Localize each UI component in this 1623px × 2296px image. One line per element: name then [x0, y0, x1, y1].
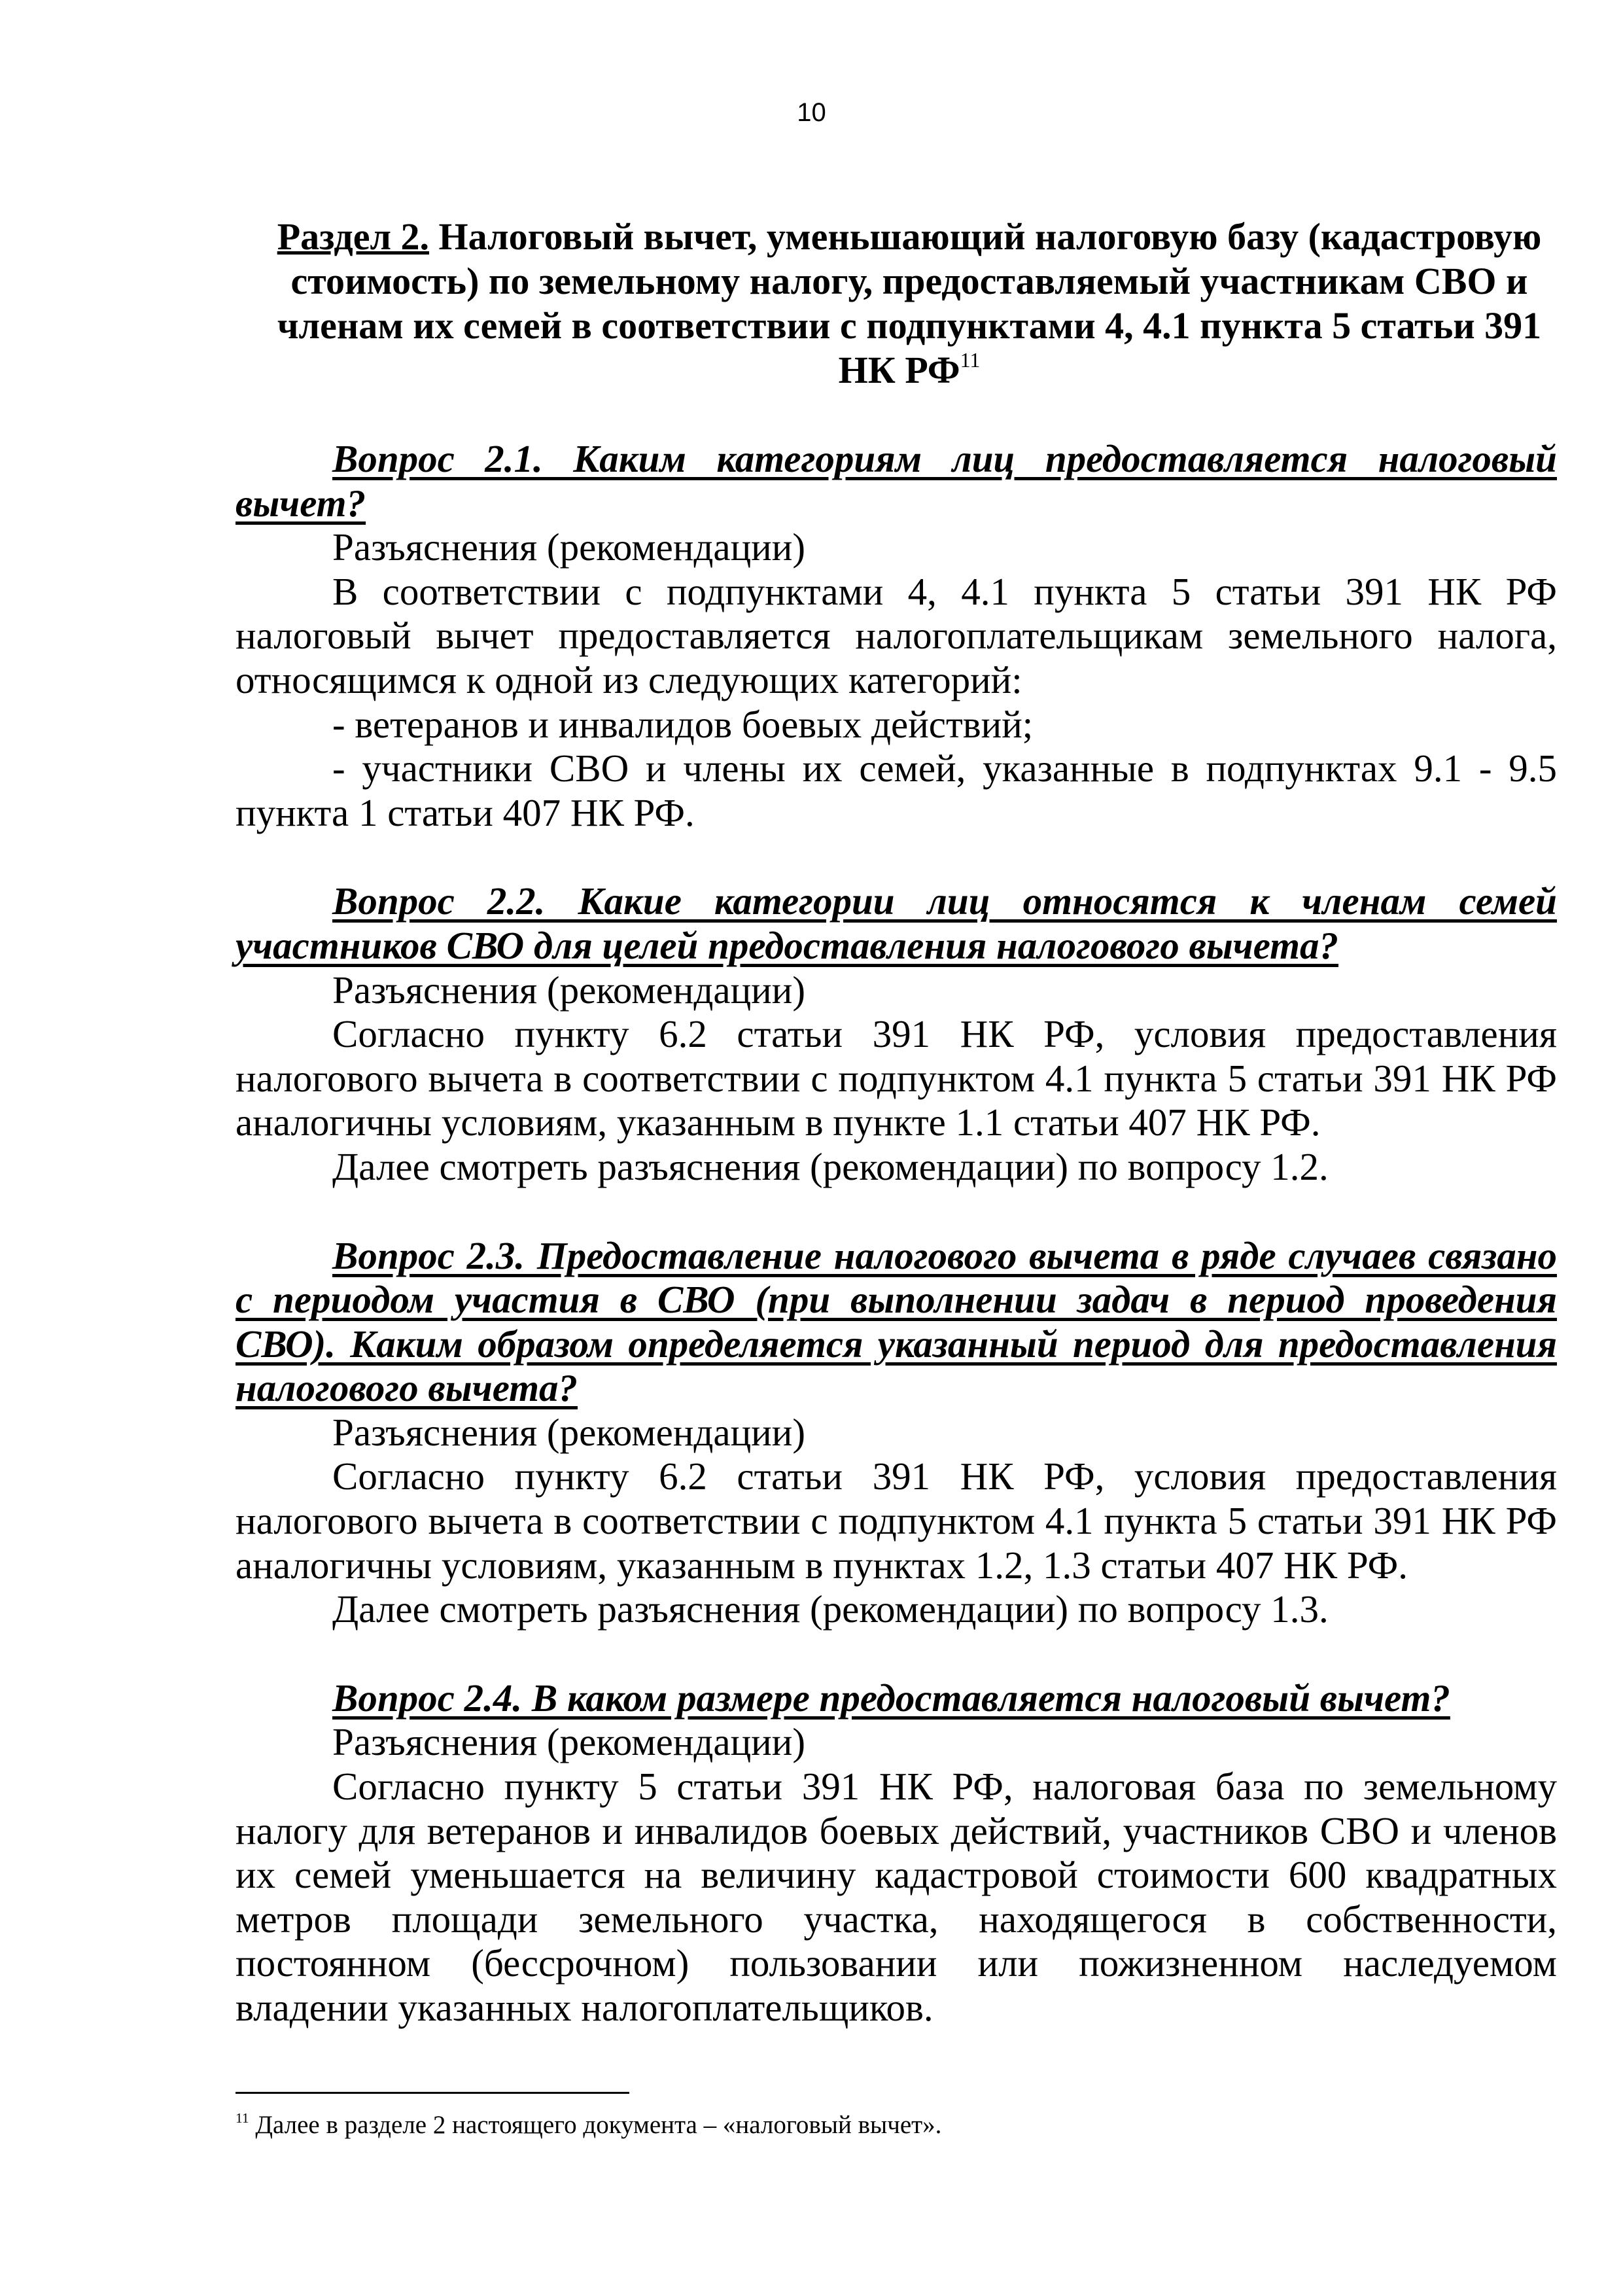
answer-paragraph: - ветеранов и инвалидов боевых действий; [332, 702, 1034, 746]
answer-paragraph: Согласно пункту 6.2 статьи 391 НК РФ, условия предоставления налогового вычета в соответствии с подпунктом 4.1 пункта 5 статьи 391 НК РФ аналогичны условиям, указанным в пункте 1.1 статьи 407 НК РФ. [236, 1012, 1557, 1144]
answer-paragraph: Далее смотреть разъяснения (рекомендации) по вопросу 1.2. [332, 1144, 1329, 1188]
question-title: Вопрос 2.3. Предоставление налогового вычета в ряде случаев связано с периодом участия в СВО (при выполнении задач в период проведения СВО). Каким образом определяется указанный период для предоставления налогового вычета? [236, 1233, 1557, 1410]
answer-paragraph: Далее смотреть разъяснения (рекомендации) по вопросу 1.3. [332, 1587, 1329, 1631]
footnote-text: Далее в разделе 2 настоящего документа – «налоговый вычет». [249, 2111, 942, 2139]
footnote-ref[interactable]: 11 [960, 349, 981, 372]
answer-label: Разъяснения (рекомендации) [332, 525, 805, 569]
answer-paragraph: Согласно пункту 5 статьи 391 НК РФ, налоговая база по земельному налогу для ветеранов и инвалидов боевых действий, участников СВО и членов их семей уменьшается на величину кадастровой стоимости 600 квадратных метров площади земельного участка, находящегося в собственности, постоянном (бессрочном) пользовании или пожизненном наследуемом владении указанных налогоплательщиков. [236, 1765, 1557, 2029]
question-title: Вопрос 2.4. В каком размере предоставляется налоговый вычет? [332, 1676, 1450, 1720]
document-body [236, 215, 1557, 2030]
footnote-number: 11 [236, 2110, 249, 2126]
footnote [236, 2110, 941, 2140]
footnote-separator [236, 2092, 629, 2094]
question-title: Вопрос 2.2. Какие категории лиц относятся к членам семей участников СВО для целей предоставления налогового вычета? [236, 879, 1557, 967]
section-label: Раздел 2. [277, 215, 430, 258]
answer-paragraph: - участники СВО и члены их семей, указанные в подпунктах 9.1 - 9.5 пункта 1 статьи 407 НК РФ. [236, 747, 1557, 834]
answer-label: Разъяснения (рекомендации) [332, 1720, 805, 1764]
page-number: 10 [797, 98, 826, 127]
answer-label: Разъяснения (рекомендации) [332, 1410, 805, 1454]
answer-label: Разъяснения (рекомендации) [332, 968, 805, 1012]
section-title: Налоговый вычет, уменьшающий налоговую базу (кадастровую стоимость) по земельному налогу, предоставляемый участникам СВО и членам их семей в соответствии с подпунктами 4, 4.1 пункта 5 статьи 391 НК РФ [277, 215, 1542, 391]
question-title: Вопрос 2.1. Каким категориям лиц предоставляется налоговый вычет? [236, 437, 1557, 525]
answer-paragraph: Согласно пункту 6.2 статьи 391 НК РФ, условия предоставления налогового вычета в соответствии с подпунктом 4.1 пункта 5 статьи 391 НК РФ аналогичны условиям, указанным в пунктах 1.2, 1.3 статьи 407 НК РФ. [236, 1455, 1557, 1587]
answer-paragraph: В соответствии с подпунктами 4, 4.1 пункта 5 статьи 391 НК РФ налоговый вычет предоставляется налогоплательщикам земельного налога, относящимся к одной из следующих категорий: [236, 569, 1557, 701]
section-heading [236, 215, 1557, 393]
